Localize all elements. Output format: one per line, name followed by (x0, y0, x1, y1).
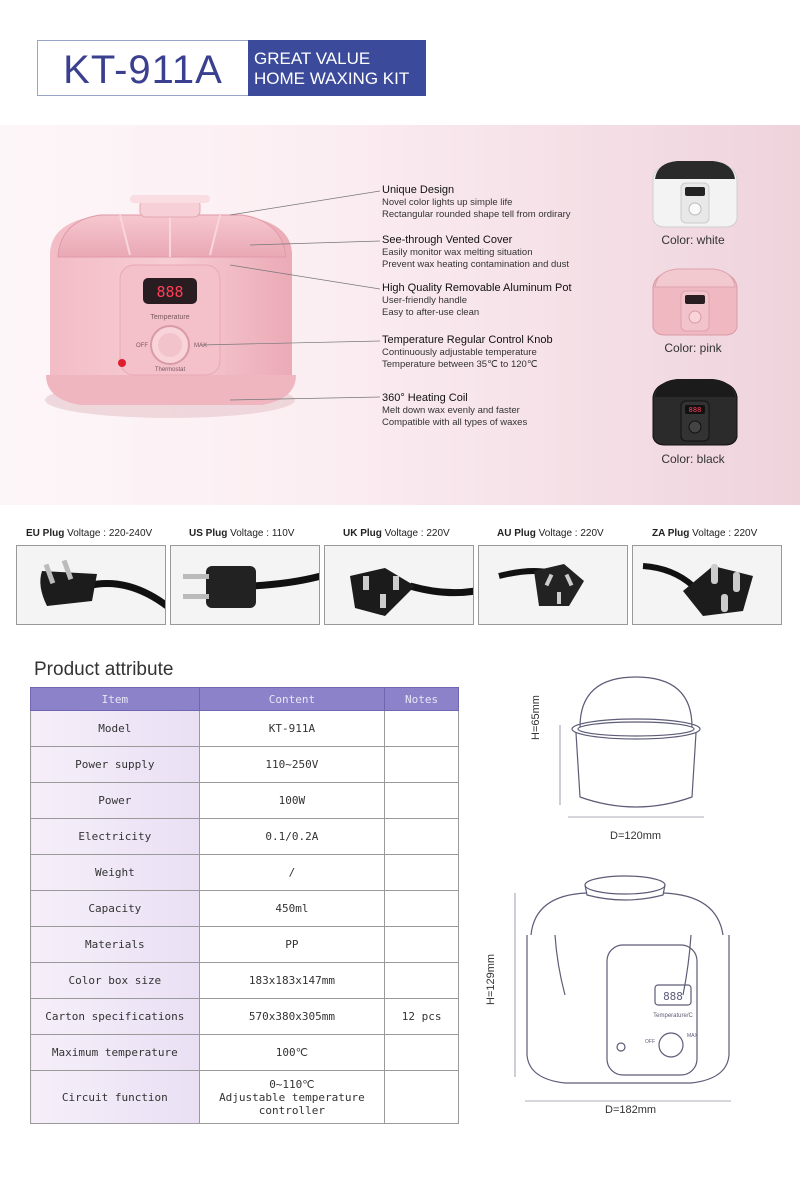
pot-height-label: H=65mm (530, 695, 542, 740)
feature-unique-design (382, 184, 642, 221)
row-notes (385, 819, 459, 855)
header-notes: Notes (385, 688, 459, 711)
table-row (31, 891, 459, 927)
pot-diameter-label: D=120mm (610, 830, 662, 842)
feature-title: 360° Heating Coil (382, 392, 468, 404)
row-content: 0.1/0.2A (199, 819, 385, 855)
eu-plug-image (16, 545, 166, 625)
header-banner (37, 40, 425, 96)
pink-variant-image (645, 265, 745, 337)
tagline-line2: HOME WAXING KIT (254, 69, 410, 88)
feature-title: High Quality Removable Aluminum Pot (382, 282, 572, 294)
device-temp-label: Temperature (150, 314, 190, 321)
plug-label-eu (26, 528, 152, 539)
table-header-row (31, 688, 459, 711)
row-item: Electricity (31, 819, 200, 855)
plug-voltage: Voltage : 220V (381, 528, 450, 539)
heater-dimension-drawing (495, 865, 765, 1105)
row-content: PP (199, 927, 385, 963)
header-content: Content (199, 688, 385, 711)
row-notes (385, 1071, 459, 1124)
feature-title: Unique Design (382, 184, 455, 196)
plug-name: US Plug (189, 528, 228, 539)
plug-name: AU Plug (497, 528, 536, 539)
feature-line: Melt down wax evenly and faster (382, 405, 520, 416)
us-plug-image (170, 545, 320, 625)
heater-temp-label: Temperature/C (653, 1013, 693, 1019)
feature-line: Rectangular rounded shape tell from ordirary (382, 209, 571, 220)
feature-line: Easy to after-use clean (382, 307, 480, 318)
color-black-label: Color: black (661, 452, 725, 466)
pot-dimension-drawing (520, 667, 750, 847)
color-pink-label: Color: pink (664, 341, 722, 355)
row-item: Model (31, 711, 200, 747)
plug-label-za (652, 528, 757, 539)
row-item: Color box size (31, 963, 200, 999)
plug-name: ZA Plug (652, 528, 690, 539)
feature-leader-lines (0, 125, 380, 505)
row-content: 0~110℃ Adjustable temperature controller (199, 1071, 385, 1124)
heater-display-text: 888 (663, 990, 683, 1003)
feature-line: Novel color lights up simple life (382, 197, 513, 208)
table-row (31, 999, 459, 1035)
table-row (31, 1071, 459, 1124)
row-notes (385, 747, 459, 783)
table-row (31, 963, 459, 999)
row-item: Maximum temperature (31, 1035, 200, 1071)
row-notes (385, 927, 459, 963)
product-attribute-title: Product attribute (34, 659, 174, 680)
row-item: Weight (31, 855, 200, 891)
feature-vented-cover (382, 234, 642, 271)
row-item: Capacity (31, 891, 200, 927)
au-plug-image (478, 545, 628, 625)
table-row (31, 819, 459, 855)
hero-section (0, 125, 800, 505)
device-max-label: MAX (194, 343, 208, 349)
row-item: Circuit function (31, 1071, 200, 1124)
color-white-label: Color: white (661, 233, 725, 247)
black-variant-image (645, 375, 745, 447)
table-row (31, 1035, 459, 1071)
plug-label-uk (343, 528, 450, 539)
row-content: / (199, 855, 385, 891)
row-content: 570x380x305mm (199, 999, 385, 1035)
row-item: Power (31, 783, 200, 819)
row-notes (385, 891, 459, 927)
feature-control-knob (382, 334, 642, 371)
plug-label-us (189, 528, 294, 539)
table-row (31, 747, 459, 783)
feature-line: User-friendly handle (382, 295, 468, 306)
row-item: Materials (31, 927, 200, 963)
row-content: 110~250V (199, 747, 385, 783)
feature-heating-coil (382, 392, 642, 429)
black-variant-display: 888 (688, 406, 702, 414)
uk-plug-image (324, 545, 474, 625)
device-thermostat-label: Thermostat (154, 367, 186, 373)
plug-name: EU Plug (26, 528, 65, 539)
row-content: KT-911A (199, 711, 385, 747)
table-row (31, 711, 459, 747)
row-content: 183x183x147mm (199, 963, 385, 999)
feature-line: Easily monitor wax melting situation (382, 247, 533, 258)
white-variant-image (645, 157, 745, 229)
row-content: 450ml (199, 891, 385, 927)
plug-voltage: Voltage : 220V (535, 528, 604, 539)
row-notes (385, 963, 459, 999)
tagline-box (248, 40, 426, 96)
row-content: 100W (199, 783, 385, 819)
header-item: Item (31, 688, 200, 711)
feature-line: Prevent wax heating contamination and dust (382, 259, 569, 270)
feature-line: Continuously adjustable temperature (382, 347, 537, 358)
za-plug-image (632, 545, 782, 625)
plug-voltage: Voltage : 220-240V (64, 528, 153, 539)
attribute-table-body (31, 711, 459, 1124)
plug-voltage: Voltage : 220V (689, 528, 758, 539)
heater-diameter-label: D=182mm (605, 1104, 657, 1116)
device-off-label: OFF (136, 343, 148, 349)
feature-line: Compatible with all types of waxes (382, 417, 528, 428)
row-notes (385, 1035, 459, 1071)
feature-title: Temperature Regular Control Knob (382, 334, 553, 346)
row-notes: 12 pcs (385, 999, 459, 1035)
row-notes (385, 783, 459, 819)
table-row (31, 783, 459, 819)
row-content: 100℃ (199, 1035, 385, 1071)
table-row (31, 855, 459, 891)
row-item: Power supply (31, 747, 200, 783)
heater-off-label: OFF (645, 1039, 655, 1045)
plug-voltage: Voltage : 110V (227, 528, 295, 539)
model-title: KT-911A (63, 48, 223, 92)
heater-height-label: H=129mm (485, 953, 497, 1005)
table-row (31, 927, 459, 963)
feature-title: See-through Vented Cover (382, 234, 513, 246)
feature-aluminum-pot (382, 282, 642, 319)
plug-name: UK Plug (343, 528, 382, 539)
row-notes (385, 855, 459, 891)
attribute-table (30, 687, 459, 1124)
row-item: Carton specifications (31, 999, 200, 1035)
tagline-line1: GREAT VALUE (254, 49, 371, 68)
plug-label-au (497, 528, 604, 539)
device-display-text: 888 (156, 283, 184, 301)
heater-max-label: MAX (687, 1033, 698, 1039)
row-notes (385, 711, 459, 747)
feature-line: Temperature between 35℃ to 120℃ (382, 359, 538, 370)
